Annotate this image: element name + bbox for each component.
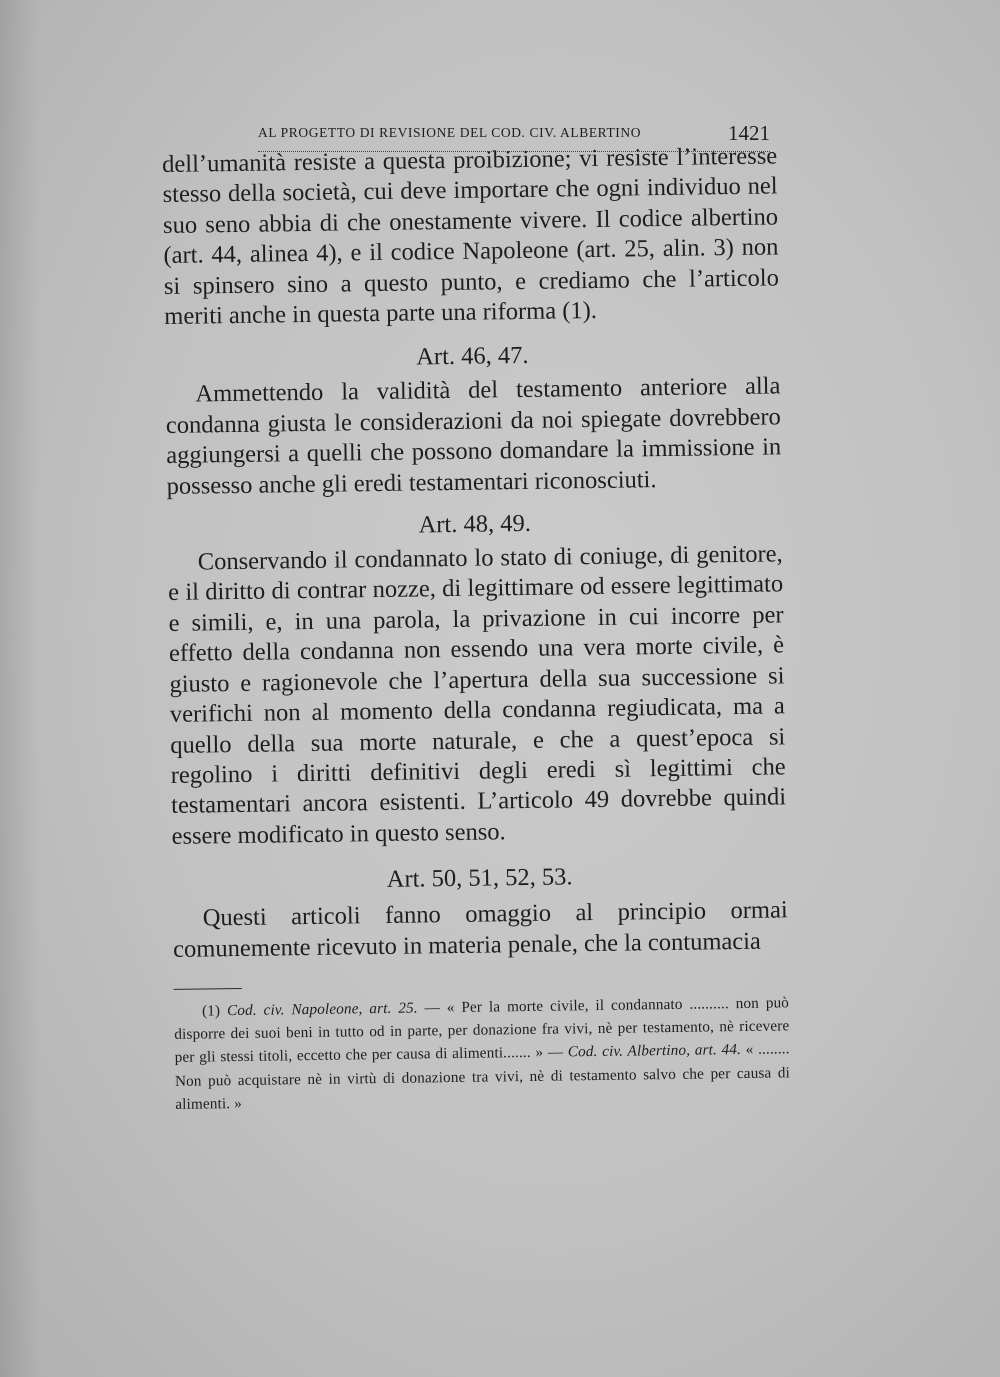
page-number: 1421 [728, 121, 770, 145]
footnote-ref-napoleone: Cod. civ. Napoleone, art. 25. [226, 999, 418, 1020]
paragraph-4: Questi articoli fanno omaggio al principio ormai comunemente ricevuto in materia penale, che la contumacia [172, 896, 788, 963]
footnote-ref-albertino: Cod. civ. Albertino, art. 44. [567, 1041, 742, 1061]
footnote-marker: (1) [201, 1002, 221, 1020]
paragraph-1: dell’umanità resiste a questa proibizione; vi resiste l’interesse stesso della società, cui deve importare che ogni individuo nel suo seno abbia di che onestamente vivere. Il codice albertino (art. 44, alinea 4), e il codice Napoleone (art. 25, alin. 3) non si spinsero sino a questo punto, e crediamo che l’articolo meriti anche in questa parte una riforma (1). [162, 142, 780, 331]
section-heading-art-50-53: Art. 50, 51, 52, 53. [386, 863, 573, 894]
paragraph-2: Ammettendo la validità del testamento anteriore alla condanna giusta le considerazioni da noi spiegate dovrebbero aggiungersi a quelli che possono domandare la immissione in possesso anche gli eredi testamentari riconosciuti. [165, 372, 782, 500]
paragraph-3: Conservando il condannato lo stato di coniuge, di genitore, e il diritto di contrar nozze, di legittimare od essere legittimato e simili, e, in una parola, la privazione in cui incorre per effetto della condanna non essendo una vera morte civile, è giusto e ragionevole che l’apertura della sua successione si verifichi non al momento della condanna regiudicata, ma a quello della sua morte naturale, e che a quest’epoca si regolino i diritti definitivi degli eredi sì legittimi che testamentari ancora esistenti. L’articolo 49 dovrebbe quindi essere modificato in questo senso. [167, 540, 787, 850]
footnote-rule [174, 988, 242, 990]
footnote-text-2: « ........ Non può acquistare nè in virtù di donazione tra vivi, nè di testamento salvo che per causa di alimenti. » [174, 1040, 791, 1113]
footnote-text-1: — « Per la morte civile, il condannato .......... non può disporre dei suoi beni in tutto od in parte, per donazione fra vivi, nè per testamento, nè ricevere per gli stessi titoli, eccetto che per causa di alimenti....... » — [174, 994, 790, 1067]
running-title: AL PROGETTO DI REVISIONE DEL COD. CIV. ALBERTINO [258, 125, 642, 140]
footnote-1 [174, 991, 791, 1116]
section-heading-art-46-47: Art. 46, 47. [416, 342, 529, 371]
section-heading-art-48-49: Art. 48, 49. [418, 509, 532, 539]
body-text [162, 141, 790, 1115]
